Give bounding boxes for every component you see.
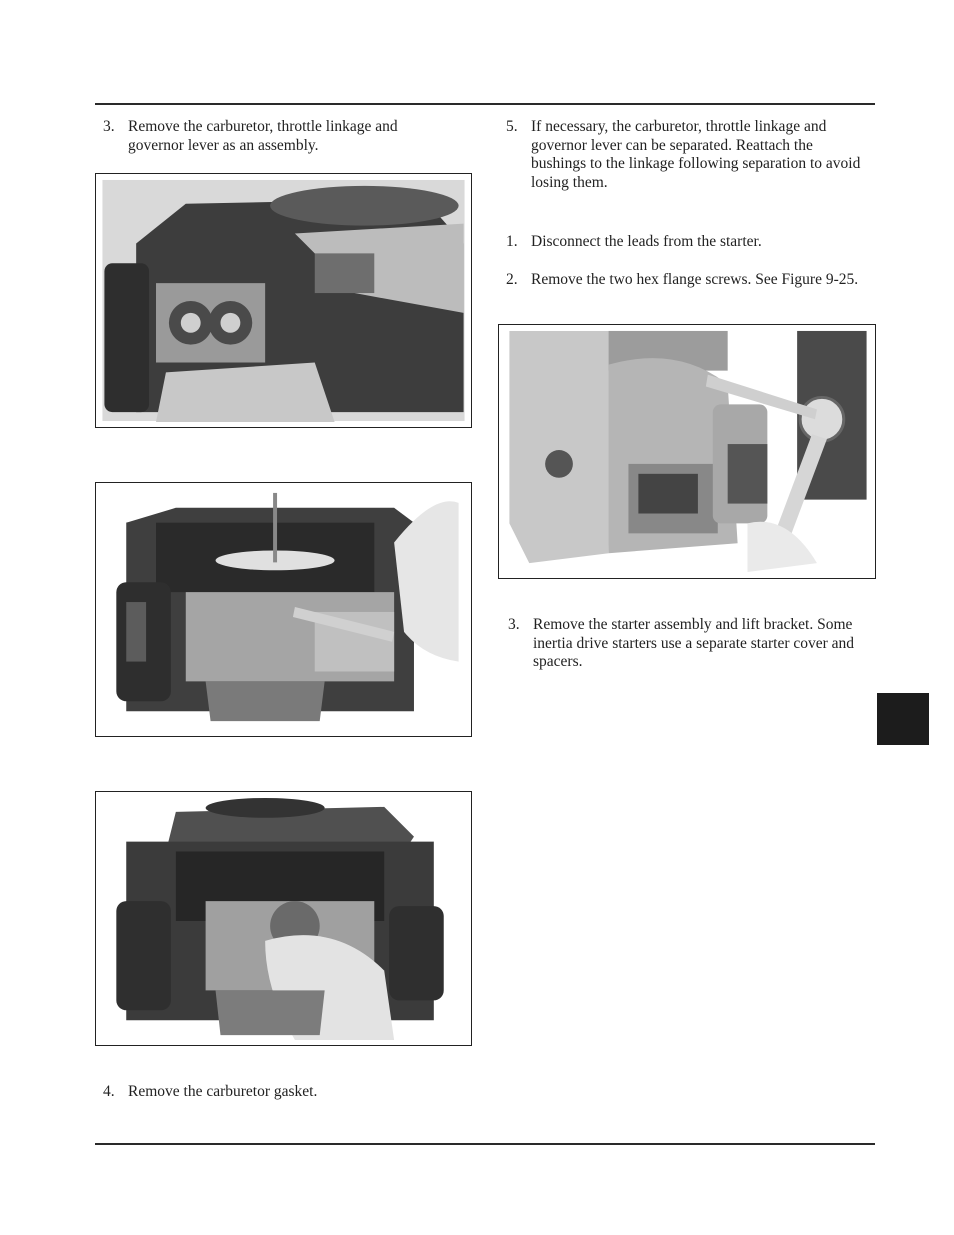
photo-engine-wrench-illustration [96,483,471,736]
step-number: 5. [506,118,518,135]
bottom-rule [95,1143,875,1145]
right-step-3 [508,616,868,672]
left-step-3 [103,118,443,155]
step-text: If necessary, the carburetor, throttle linkage and governor lever can be separated. Reattach the bushings to the linkage following separation to avoid losing them. [531,118,861,191]
photo-engine-governor-illustration [96,792,471,1045]
step-text: Remove the two hex flange screws. See Figure 9-25. [531,271,859,288]
step-text: Remove the starter assembly and lift bracket. Some inertia drive starters use a separate starter cover and spacers. [533,616,855,670]
step-text: Remove the carburetor gasket. [128,1083,318,1100]
photo-carburetor-assembly-removal [95,173,472,428]
photo-starter-screws-removal [498,324,876,579]
step-text: Disconnect the leads from the starter. [531,233,762,250]
top-rule [95,103,875,105]
right-step-5 [506,118,866,192]
photo-engine-wrench [95,482,472,737]
left-step-4 [103,1083,443,1102]
step-number: 4. [103,1083,115,1100]
photo-engine-governor-lever [95,791,472,1046]
right-step-2 [506,271,866,290]
photo-carburetor-illustration [96,174,471,427]
section-tab-marker [877,693,929,745]
step-text: Remove the carburetor, throttle linkage and governor lever as an assembly. [128,118,398,154]
photo-starter-illustration [499,325,875,578]
step-number: 3. [103,118,115,135]
step-number: 2. [506,271,518,288]
right-step-1 [506,233,866,252]
step-number: 1. [506,233,518,250]
step-number: 3. [508,616,520,633]
